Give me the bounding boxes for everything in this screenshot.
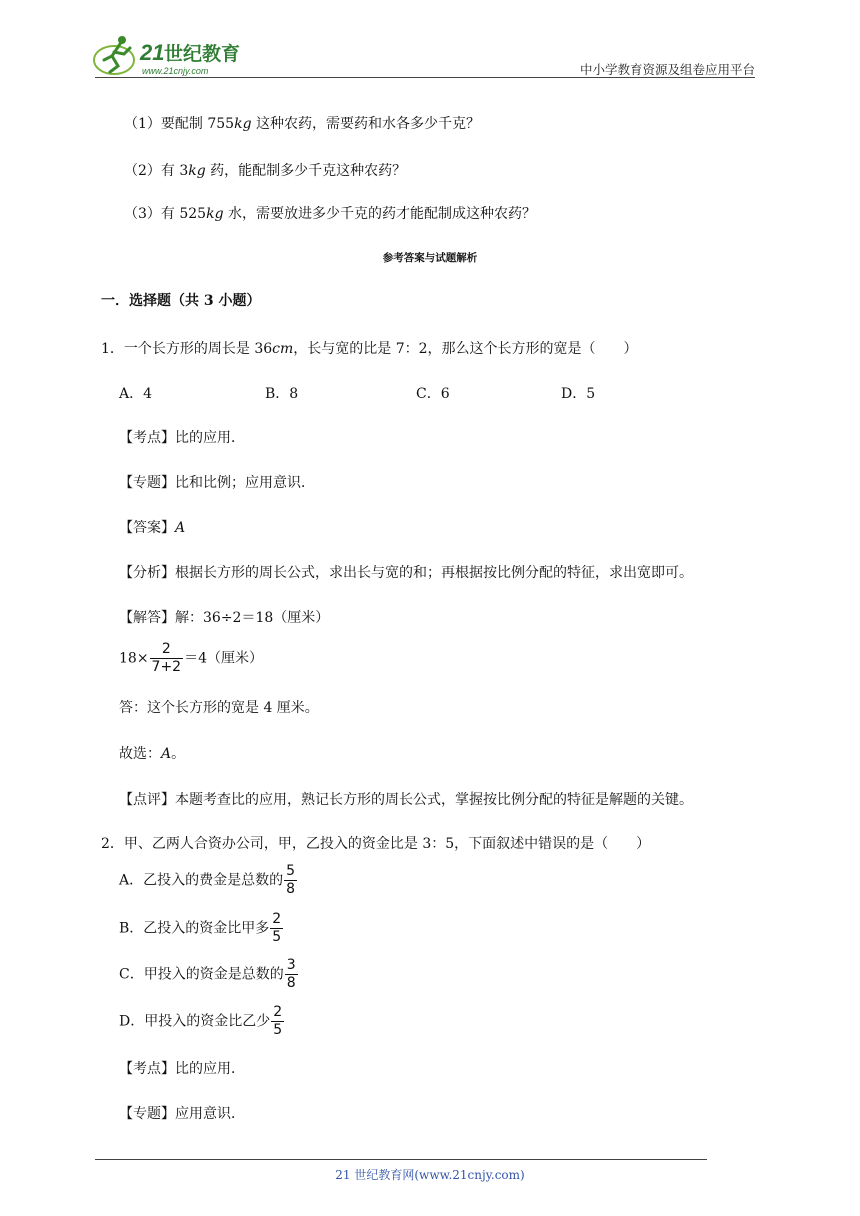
q2-option-d: D．甲投入的资金比乙少 $\frac{2}{5}$ (119, 1004, 283, 1038)
footer-divider (95, 1159, 707, 1160)
q1-analysis: 【分析】根据长方形的周长公式，求出长与宽的和；再根据按比例分配的特征，求出宽即可。 (119, 565, 693, 581)
runner-logo-icon (92, 30, 262, 78)
q1-option-b: B．8 (265, 386, 299, 402)
q2-stem: 2．甲、乙两人合资办公司，甲，乙投入的资金比是 3：5，下面叙述中错误的是（ ） (101, 836, 651, 852)
site-logo (92, 30, 262, 78)
q1-comment: 【点评】本题考查比的应用，熟记长方形的周长公式，掌握按比例分配的特征是解题的关键。 (119, 792, 693, 808)
q1-option-d: D．5 (561, 386, 596, 402)
q2-option-a: A．乙投入的费金是总数的 $\frac{5}{8}$ (119, 863, 296, 897)
q1-zhuanti: 【专题】比和比例；应用意识． (119, 475, 315, 491)
q1-stem: 1．一个长方形的周长是 36cm，长与宽的比是 7：2，那么这个长方形的宽是（ ） (101, 341, 638, 357)
q1-option-a: A．4 (119, 386, 153, 402)
q2-option-c: C．甲投入的资金是总数的 $\frac{3}{8}$ (119, 957, 296, 991)
footer-text: 21 世纪教育网(www.21cnjy.com) (335, 1168, 525, 1182)
q2-option-b: B．乙投入的资金比甲多 $\frac{2}{5}$ (119, 911, 282, 945)
section-title: 一．选择题（共 3 小题） (101, 293, 261, 309)
q1-answer: 【答案】A (119, 520, 186, 536)
top-question-2: （2）有 3kg 药，能配制多少千克这种农药？ (124, 163, 407, 179)
platform-tagline: 中小学教育资源及组卷应用平台 (579, 62, 755, 77)
q1-option-c: C．6 (416, 386, 450, 402)
q2-kaodian: 【考点】比的应用． (119, 1061, 245, 1077)
top-question-3: （3）有 525kg 水，需要放进多少千克的药才能配制成这种农药？ (124, 206, 536, 222)
q1-reply: 答：这个长方形的宽是 4 厘米。 (119, 700, 319, 716)
header-divider (95, 77, 755, 78)
q1-solution: 【解答】解：36÷2＝18（厘米） (119, 610, 330, 626)
svg-text:21: 21 (140, 40, 165, 65)
top-question-1: （1）要配制 755kg 这种农药，需要药和水各多少千克？ (124, 116, 480, 132)
q1-fraction: $\frac{2}{7+2}$ (151, 641, 182, 675)
q1-choice: 故选：A。 (119, 746, 186, 762)
q2-zhuanti: 【专题】应用意识． (119, 1106, 245, 1122)
q1-calculation: 18× $\frac{2}{7+2}$ ＝4（厘米） (119, 641, 264, 675)
svg-text:世纪教育: 世纪教育 (164, 43, 241, 65)
q1-kaodian: 【考点】比的应用． (119, 430, 245, 446)
svg-text:www.21cnjy.com: www.21cnjy.com (142, 66, 209, 76)
answers-title: 参考答案与试题解析 (382, 252, 478, 264)
